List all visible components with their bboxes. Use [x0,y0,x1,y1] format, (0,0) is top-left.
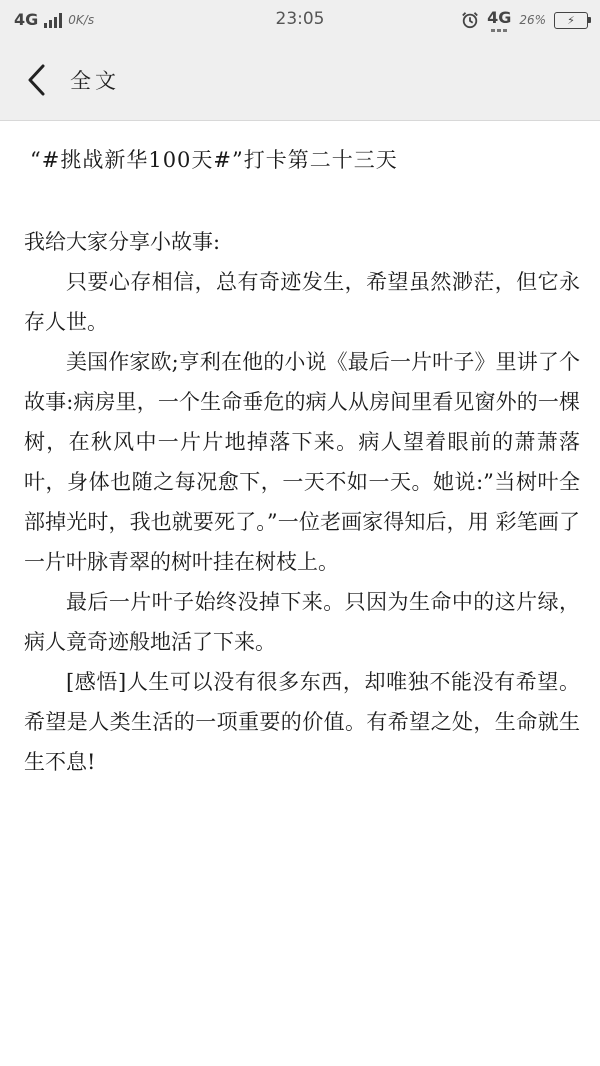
article-paragraph: 最后一片叶子始终没掉下来。只因为生命中的这片绿，病人竟奇迹般地活了下来。 [24,590,580,654]
app-bar [0,40,600,121]
battery-percent: 26% [519,13,546,27]
data-activity-icon [491,29,507,32]
article-intro: 我给大家分享小故事: [24,230,221,254]
status-bar [0,0,600,40]
article-content [24,140,580,782]
battery-charging-icon: ⚡ [554,12,588,29]
article-headline: “#挑战新华100天#”打卡第二十三天 [30,148,398,172]
network-type-right: 4G [487,8,512,27]
network-type-left: 4G [14,10,39,29]
alarm-clock-icon [461,11,479,29]
status-time: 23:05 [275,9,325,29]
article-paragraph: 美国作家欧;亨利在他的小说《最后一片叶子》里讲了个故事:病房里，一个生命垂危的病人从房间里看见窗外的一棵树，在秋风中一片片地掉落下来。病人望着眼前的萧萧落叶，身体也随之每况愈下，一天不如一天。她说:”当树叶全部掉光时，我也就要死了。”一位老画家得知后，用 彩笔画了一片叶脉青翠的树叶挂在树枝上。 [24,350,580,574]
chevron-left-icon [25,63,47,97]
back-button[interactable] [16,60,56,100]
status-right [461,8,588,32]
article-paragraph: [感悟]人生可以没有很多东西，却唯独不能没有希望。希望是人类生活的一项重要的价值。有希望之处，生命就生生不息! [24,670,580,774]
network-right-group [487,8,511,32]
network-speed: 0K/s [68,12,95,27]
page-title: 全文 [70,69,120,93]
article-paragraph: 只要心存相信，总有奇迹发生，希望虽然渺茫，但它永存人世。 [24,270,580,334]
